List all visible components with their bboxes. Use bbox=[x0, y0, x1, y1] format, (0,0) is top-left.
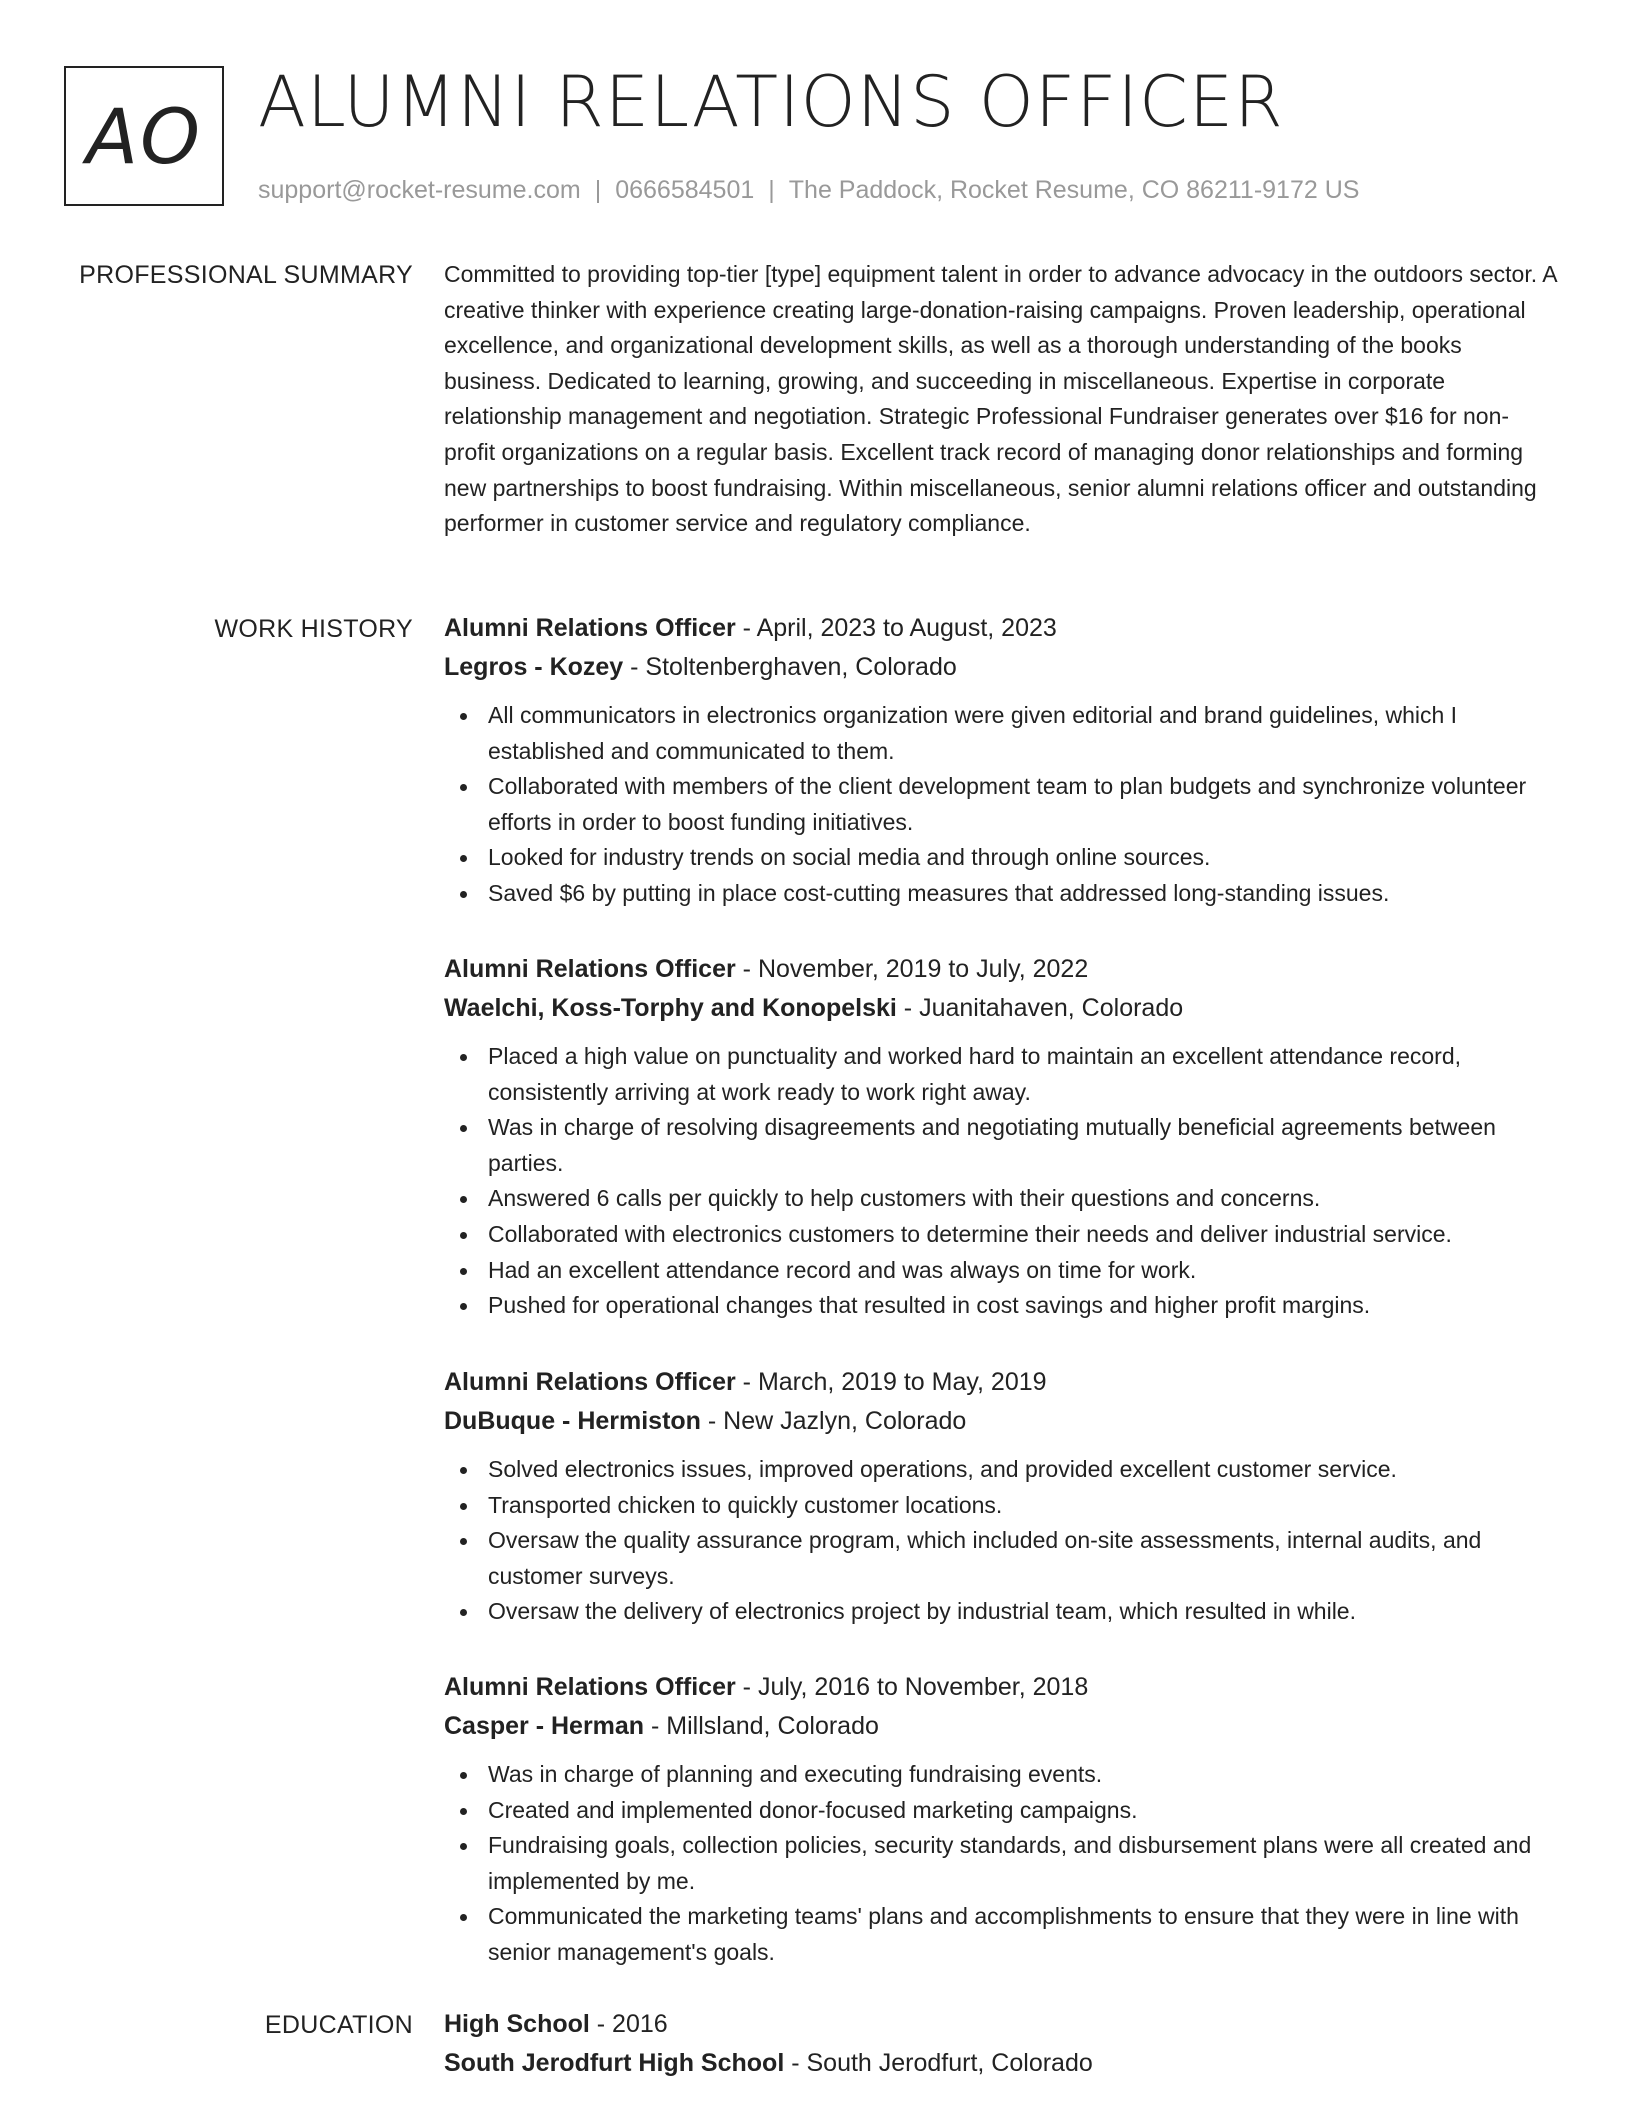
list-item: All communicators in electronics organization were given editorial and brand guidelines, which I established and communicated to them. bbox=[444, 698, 1560, 769]
job-company-line: Legros - Kozey - Stoltenberghaven, Colorado bbox=[444, 653, 957, 681]
list-item: Collaborated with electronics customers to determine their needs and deliver industrial service. bbox=[444, 1217, 1560, 1253]
list-item: Answered 6 calls per quickly to help customers with their questions and concerns. bbox=[444, 1181, 1560, 1217]
job-location: Millsland, Colorado bbox=[666, 1712, 879, 1740]
list-item: Was in charge of resolving disagreements and negotiating mutually beneficial agreements between parties. bbox=[444, 1110, 1560, 1181]
contact-separator: | bbox=[594, 176, 602, 204]
section-label-summary: PROFESSIONAL SUMMARY bbox=[79, 261, 413, 289]
job-company: Casper - Herman bbox=[444, 1712, 645, 1740]
education-degree-line: High School - 2016 bbox=[444, 2010, 668, 2038]
job-title: Alumni Relations Officer bbox=[444, 1368, 736, 1396]
job-entry bbox=[444, 1668, 1560, 1971]
list-item: Looked for industry trends on social media and through online sources. bbox=[444, 840, 1560, 876]
job-dates: July, 2016 to November, 2018 bbox=[757, 1673, 1089, 1701]
monogram-box bbox=[64, 66, 224, 206]
list-item: Fundraising goals, collection policies, security standards, and disbursement plans were all created and implemented by me. bbox=[444, 1828, 1560, 1899]
job-company: Waelchi, Koss-Torphy and Konopelski bbox=[444, 994, 897, 1022]
job-company: Legros - Kozey bbox=[444, 653, 624, 681]
section-label-education: EDUCATION bbox=[264, 2011, 413, 2039]
job-entry bbox=[444, 950, 1560, 1324]
job-title-line: Alumni Relations Officer - April, 2023 to August, 2023 bbox=[444, 614, 1057, 642]
job-entry bbox=[444, 1363, 1560, 1630]
list-item: Created and implemented donor-focused marketing campaigns. bbox=[444, 1793, 1560, 1829]
job-bullets bbox=[444, 1039, 1560, 1324]
contact-separator: | bbox=[768, 176, 775, 204]
job-dates: April, 2023 to August, 2023 bbox=[756, 614, 1057, 642]
job-bullets bbox=[444, 698, 1560, 912]
job-entry bbox=[444, 609, 1560, 912]
contact-address: The Paddock, Rocket Resume, CO 86211-9172 US bbox=[788, 176, 1360, 204]
list-item: Pushed for operational changes that resulted in cost savings and higher profit margins. bbox=[444, 1288, 1560, 1324]
job-company-line: DuBuque - Hermiston - New Jazlyn, Colorado bbox=[444, 1407, 967, 1435]
job-company: DuBuque - Hermiston bbox=[444, 1407, 701, 1435]
summary-section bbox=[444, 257, 1560, 542]
page-title: ALUMNI RELATIONS OFFICER bbox=[258, 61, 1284, 143]
summary-text: Committed to providing top-tier [type] equipment talent in order to advance advocacy in the outdoors sector. A creative thinker with experience creating large-donation-raising campaigns. Proven leadership, operational excellence, and organizational development skills, as well as a thorough understanding of the books business. Dedicated to learning, growing, and succeeding in miscellaneous. Expertise in corporate relationship management and negotiation. Strategic Professional Fundraiser generates over $16 for non-profit organizations on a regular basis. Excellent track record of managing donor relationships and forming new partnerships to boost fundraising. Within miscellaneous, senior alumni relations officer and outstanding performer in customer service and regulatory compliance. bbox=[444, 261, 1557, 537]
job-title: Alumni Relations Officer bbox=[444, 614, 736, 642]
list-item: Communicated the marketing teams' plans and accomplishments to ensure that they were in line with senior management's goals. bbox=[444, 1899, 1560, 1970]
job-dates: November, 2019 to July, 2022 bbox=[757, 955, 1089, 983]
list-item: Saved $6 by putting in place cost-cutting measures that addressed long-standing issues. bbox=[444, 876, 1560, 912]
contact-email[interactable]: support@rocket-resume.com bbox=[258, 176, 581, 204]
job-location: Juanitahaven, Colorado bbox=[919, 994, 1184, 1022]
education-school: South Jerodfurt High School bbox=[444, 2049, 785, 2077]
education-location: South Jerodfurt, Colorado bbox=[806, 2049, 1093, 2077]
job-company-line: Waelchi, Koss-Torphy and Konopelski - Juanitahaven, Colorado bbox=[444, 994, 1184, 1022]
job-title-line: Alumni Relations Officer - March, 2019 to May, 2019 bbox=[444, 1368, 1047, 1396]
list-item: Had an excellent attendance record and was always on time for work. bbox=[444, 1253, 1560, 1289]
job-company-line: Casper - Herman - Millsland, Colorado bbox=[444, 1712, 879, 1740]
contact-phone[interactable]: 0666584501 bbox=[615, 176, 755, 204]
list-item: Placed a high value on punctuality and worked hard to maintain an excellent attendance record, consistently arriving at work ready to work right away. bbox=[444, 1039, 1560, 1110]
list-item: Transported chicken to quickly customer locations. bbox=[444, 1488, 1560, 1524]
section-label-work: WORK HISTORY bbox=[214, 615, 413, 643]
job-title: Alumni Relations Officer bbox=[444, 955, 736, 983]
job-bullets bbox=[444, 1452, 1560, 1630]
job-title-line: Alumni Relations Officer - November, 2019 to July, 2022 bbox=[444, 955, 1089, 983]
education-year: 2016 bbox=[612, 2010, 668, 2038]
list-item: Was in charge of planning and executing fundraising events. bbox=[444, 1757, 1560, 1793]
list-item: Collaborated with members of the client development team to plan budgets and synchronize volunteer efforts in order to boost funding initiatives. bbox=[444, 769, 1560, 840]
list-item: Oversaw the delivery of electronics project by industrial team, which resulted in while. bbox=[444, 1594, 1560, 1630]
job-dates: March, 2019 to May, 2019 bbox=[757, 1368, 1047, 1396]
list-item: Oversaw the quality assurance program, which included on-site assessments, internal audits, and customer surveys. bbox=[444, 1523, 1560, 1594]
job-location: New Jazlyn, Colorado bbox=[723, 1407, 967, 1435]
education-entry bbox=[444, 2005, 1560, 2083]
job-title-line: Alumni Relations Officer - July, 2016 to November, 2018 bbox=[444, 1673, 1089, 1701]
job-title: Alumni Relations Officer bbox=[444, 1673, 736, 1701]
education-school-line: South Jerodfurt High School - South Jerodfurt, Colorado bbox=[444, 2049, 1093, 2077]
job-bullets bbox=[444, 1757, 1560, 1971]
education-degree: High School bbox=[444, 2010, 590, 2038]
list-item: Solved electronics issues, improved operations, and provided excellent customer service. bbox=[444, 1452, 1560, 1488]
monogram-initials: AO bbox=[86, 91, 202, 181]
contact-line bbox=[258, 172, 1359, 208]
job-location: Stoltenberghaven, Colorado bbox=[645, 653, 957, 681]
